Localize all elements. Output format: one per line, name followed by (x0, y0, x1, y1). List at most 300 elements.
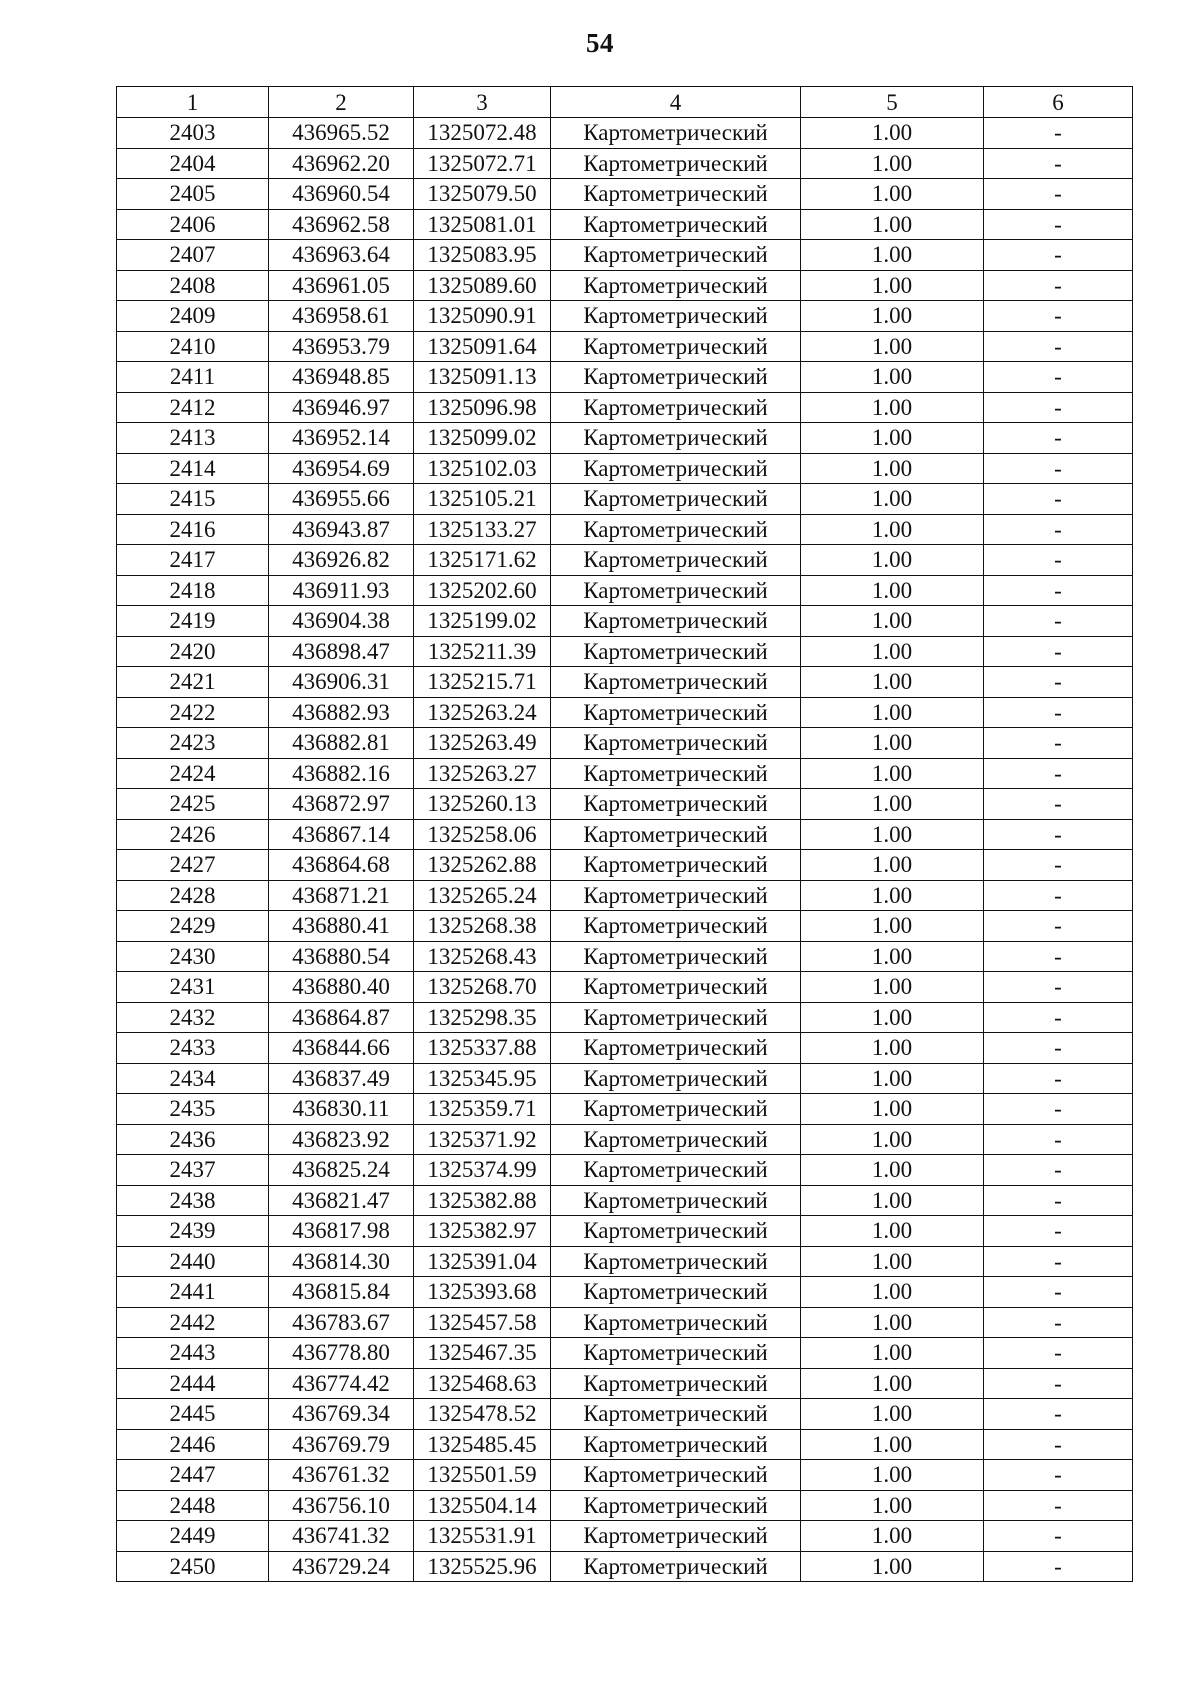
y-coordinate-cell: 1325202.60 (414, 575, 551, 606)
description-cell: - (984, 819, 1133, 850)
table-row (117, 880, 1133, 911)
table-row (117, 1002, 1133, 1033)
method-cell: Картометрический (551, 301, 801, 332)
y-coordinate-cell: 1325072.71 (414, 148, 551, 179)
method-cell: Картометрический (551, 1368, 801, 1399)
table-row (117, 667, 1133, 698)
description-cell: - (984, 636, 1133, 667)
accuracy-cell: 1.00 (801, 1155, 984, 1186)
y-coordinate-cell: 1325531.91 (414, 1521, 551, 1552)
accuracy-cell: 1.00 (801, 179, 984, 210)
x-coordinate-cell: 436769.34 (269, 1399, 414, 1430)
table-row (117, 1094, 1133, 1125)
point-number-cell: 2420 (117, 636, 269, 667)
y-coordinate-cell: 1325263.24 (414, 697, 551, 728)
x-coordinate-cell: 436872.97 (269, 789, 414, 820)
y-coordinate-cell: 1325263.27 (414, 758, 551, 789)
column-header-6: 6 (984, 87, 1133, 118)
description-cell: - (984, 1002, 1133, 1033)
point-number-cell: 2447 (117, 1460, 269, 1491)
accuracy-cell: 1.00 (801, 1521, 984, 1552)
method-cell: Картометрический (551, 1521, 801, 1552)
point-number-cell: 2423 (117, 728, 269, 759)
point-number-cell: 2439 (117, 1216, 269, 1247)
method-cell: Картометрический (551, 1155, 801, 1186)
x-coordinate-cell: 436898.47 (269, 636, 414, 667)
accuracy-cell: 1.00 (801, 575, 984, 606)
table-row (117, 1033, 1133, 1064)
accuracy-cell: 1.00 (801, 1399, 984, 1430)
y-coordinate-cell: 1325262.88 (414, 850, 551, 881)
table-row (117, 545, 1133, 576)
accuracy-cell: 1.00 (801, 453, 984, 484)
x-coordinate-cell: 436962.20 (269, 148, 414, 179)
table-row (117, 240, 1133, 271)
point-number-cell: 2434 (117, 1063, 269, 1094)
method-cell: Картометрический (551, 606, 801, 637)
x-coordinate-cell: 436761.32 (269, 1460, 414, 1491)
x-coordinate-cell: 436962.58 (269, 209, 414, 240)
table-row (117, 941, 1133, 972)
point-number-cell: 2421 (117, 667, 269, 698)
accuracy-cell: 1.00 (801, 819, 984, 850)
description-cell: - (984, 1307, 1133, 1338)
method-cell: Картометрический (551, 240, 801, 271)
point-number-cell: 2445 (117, 1399, 269, 1430)
x-coordinate-cell: 436823.92 (269, 1124, 414, 1155)
table-row (117, 453, 1133, 484)
description-cell: - (984, 301, 1133, 332)
description-cell: - (984, 1155, 1133, 1186)
point-number-cell: 2404 (117, 148, 269, 179)
y-coordinate-cell: 1325371.92 (414, 1124, 551, 1155)
point-number-cell: 2422 (117, 697, 269, 728)
description-cell: - (984, 575, 1133, 606)
x-coordinate-cell: 436965.52 (269, 118, 414, 149)
accuracy-cell: 1.00 (801, 423, 984, 454)
method-cell: Картометрический (551, 758, 801, 789)
description-cell: - (984, 850, 1133, 881)
description-cell: - (984, 606, 1133, 637)
table-row (117, 1429, 1133, 1460)
y-coordinate-cell: 1325345.95 (414, 1063, 551, 1094)
x-coordinate-cell: 436880.40 (269, 972, 414, 1003)
accuracy-cell: 1.00 (801, 880, 984, 911)
page-number: 54 (586, 28, 614, 58)
method-cell: Картометрический (551, 789, 801, 820)
description-cell: - (984, 758, 1133, 789)
method-cell: Картометрический (551, 209, 801, 240)
point-number-cell: 2448 (117, 1490, 269, 1521)
y-coordinate-cell: 1325096.98 (414, 392, 551, 423)
description-cell: - (984, 1521, 1133, 1552)
point-number-cell: 2436 (117, 1124, 269, 1155)
x-coordinate-cell: 436830.11 (269, 1094, 414, 1125)
accuracy-cell: 1.00 (801, 1368, 984, 1399)
description-cell: - (984, 1429, 1133, 1460)
y-coordinate-cell: 1325133.27 (414, 514, 551, 545)
x-coordinate-cell: 436911.93 (269, 575, 414, 606)
method-cell: Картометрический (551, 819, 801, 850)
table-row (117, 423, 1133, 454)
accuracy-cell: 1.00 (801, 636, 984, 667)
method-cell: Картометрический (551, 1033, 801, 1064)
description-cell: - (984, 1185, 1133, 1216)
accuracy-cell: 1.00 (801, 1307, 984, 1338)
method-cell: Картометрический (551, 1246, 801, 1277)
table-row (117, 972, 1133, 1003)
point-number-cell: 2411 (117, 362, 269, 393)
accuracy-cell: 1.00 (801, 1277, 984, 1308)
x-coordinate-cell: 436817.98 (269, 1216, 414, 1247)
description-cell: - (984, 972, 1133, 1003)
description-cell: - (984, 362, 1133, 393)
table-row (117, 1368, 1133, 1399)
method-cell: Картометрический (551, 1399, 801, 1430)
description-cell: - (984, 789, 1133, 820)
x-coordinate-cell: 436778.80 (269, 1338, 414, 1369)
y-coordinate-cell: 1325504.14 (414, 1490, 551, 1521)
method-cell: Картометрический (551, 392, 801, 423)
point-number-cell: 2443 (117, 1338, 269, 1369)
description-cell: - (984, 423, 1133, 454)
y-coordinate-cell: 1325083.95 (414, 240, 551, 271)
column-header-4: 4 (551, 87, 801, 118)
method-cell: Картометрический (551, 179, 801, 210)
accuracy-cell: 1.00 (801, 1246, 984, 1277)
x-coordinate-cell: 436880.41 (269, 911, 414, 942)
table-row (117, 1246, 1133, 1277)
description-cell: - (984, 240, 1133, 271)
description-cell: - (984, 1094, 1133, 1125)
y-coordinate-cell: 1325099.02 (414, 423, 551, 454)
accuracy-cell: 1.00 (801, 941, 984, 972)
y-coordinate-cell: 1325211.39 (414, 636, 551, 667)
description-cell: - (984, 1460, 1133, 1491)
point-number-cell: 2407 (117, 240, 269, 271)
table-row (117, 758, 1133, 789)
point-number-cell: 2441 (117, 1277, 269, 1308)
x-coordinate-cell: 436864.87 (269, 1002, 414, 1033)
accuracy-cell: 1.00 (801, 1490, 984, 1521)
table-row (117, 392, 1133, 423)
description-cell: - (984, 514, 1133, 545)
y-coordinate-cell: 1325089.60 (414, 270, 551, 301)
column-header-5: 5 (801, 87, 984, 118)
description-cell: - (984, 1124, 1133, 1155)
y-coordinate-cell: 1325260.13 (414, 789, 551, 820)
x-coordinate-cell: 436774.42 (269, 1368, 414, 1399)
point-number-cell: 2431 (117, 972, 269, 1003)
y-coordinate-cell: 1325258.06 (414, 819, 551, 850)
table-row (117, 1216, 1133, 1247)
x-coordinate-cell: 436837.49 (269, 1063, 414, 1094)
description-cell: - (984, 941, 1133, 972)
x-coordinate-cell: 436961.05 (269, 270, 414, 301)
accuracy-cell: 1.00 (801, 850, 984, 881)
description-cell: - (984, 545, 1133, 576)
table-row (117, 118, 1133, 149)
x-coordinate-cell: 436844.66 (269, 1033, 414, 1064)
accuracy-cell: 1.00 (801, 148, 984, 179)
table-row (117, 1155, 1133, 1186)
point-number-cell: 2425 (117, 789, 269, 820)
description-cell: - (984, 1246, 1133, 1277)
table-row (117, 1277, 1133, 1308)
accuracy-cell: 1.00 (801, 1338, 984, 1369)
table-row (117, 819, 1133, 850)
description-cell: - (984, 1277, 1133, 1308)
point-number-cell: 2427 (117, 850, 269, 881)
point-number-cell: 2418 (117, 575, 269, 606)
description-cell: - (984, 1216, 1133, 1247)
x-coordinate-cell: 436954.69 (269, 453, 414, 484)
point-number-cell: 2405 (117, 179, 269, 210)
method-cell: Картометрический (551, 1277, 801, 1308)
x-coordinate-cell: 436880.54 (269, 941, 414, 972)
method-cell: Картометрический (551, 1094, 801, 1125)
table-row (117, 697, 1133, 728)
accuracy-cell: 1.00 (801, 1429, 984, 1460)
method-cell: Картометрический (551, 423, 801, 454)
y-coordinate-cell: 1325091.13 (414, 362, 551, 393)
method-cell: Картометрический (551, 1338, 801, 1369)
method-cell: Картометрический (551, 514, 801, 545)
method-cell: Картометрический (551, 941, 801, 972)
method-cell: Картометрический (551, 1002, 801, 1033)
table-row (117, 1338, 1133, 1369)
table-row (117, 1399, 1133, 1430)
point-number-cell: 2414 (117, 453, 269, 484)
table-row (117, 1307, 1133, 1338)
point-number-cell: 2413 (117, 423, 269, 454)
x-coordinate-cell: 436963.64 (269, 240, 414, 271)
accuracy-cell: 1.00 (801, 1551, 984, 1582)
table-row (117, 270, 1133, 301)
description-cell: - (984, 484, 1133, 515)
accuracy-cell: 1.00 (801, 301, 984, 332)
method-cell: Картометрический (551, 1429, 801, 1460)
column-header-3: 3 (414, 87, 551, 118)
description-cell: - (984, 880, 1133, 911)
y-coordinate-cell: 1325298.35 (414, 1002, 551, 1033)
table-row (117, 331, 1133, 362)
description-cell: - (984, 1490, 1133, 1521)
method-cell: Картометрический (551, 545, 801, 576)
method-cell: Картометрический (551, 728, 801, 759)
y-coordinate-cell: 1325079.50 (414, 179, 551, 210)
description-cell: - (984, 392, 1133, 423)
method-cell: Картометрический (551, 697, 801, 728)
accuracy-cell: 1.00 (801, 667, 984, 698)
y-coordinate-cell: 1325171.62 (414, 545, 551, 576)
y-coordinate-cell: 1325468.63 (414, 1368, 551, 1399)
description-cell: - (984, 453, 1133, 484)
y-coordinate-cell: 1325105.21 (414, 484, 551, 515)
point-number-cell: 2449 (117, 1521, 269, 1552)
x-coordinate-cell: 436882.81 (269, 728, 414, 759)
table-row (117, 179, 1133, 210)
y-coordinate-cell: 1325485.45 (414, 1429, 551, 1460)
coordinates-table (116, 86, 1133, 1582)
x-coordinate-cell: 436906.31 (269, 667, 414, 698)
x-coordinate-cell: 436904.38 (269, 606, 414, 637)
table-row (117, 1063, 1133, 1094)
table-row (117, 209, 1133, 240)
description-cell: - (984, 331, 1133, 362)
y-coordinate-cell: 1325268.38 (414, 911, 551, 942)
x-coordinate-cell: 436825.24 (269, 1155, 414, 1186)
description-cell: - (984, 911, 1133, 942)
method-cell: Картометрический (551, 1124, 801, 1155)
x-coordinate-cell: 436953.79 (269, 331, 414, 362)
accuracy-cell: 1.00 (801, 484, 984, 515)
description-cell: - (984, 1551, 1133, 1582)
y-coordinate-cell: 1325457.58 (414, 1307, 551, 1338)
x-coordinate-cell: 436946.97 (269, 392, 414, 423)
x-coordinate-cell: 436882.16 (269, 758, 414, 789)
point-number-cell: 2438 (117, 1185, 269, 1216)
description-cell: - (984, 1399, 1133, 1430)
x-coordinate-cell: 436871.21 (269, 880, 414, 911)
accuracy-cell: 1.00 (801, 789, 984, 820)
y-coordinate-cell: 1325374.99 (414, 1155, 551, 1186)
y-coordinate-cell: 1325382.97 (414, 1216, 551, 1247)
y-coordinate-cell: 1325072.48 (414, 118, 551, 149)
y-coordinate-cell: 1325215.71 (414, 667, 551, 698)
table-row (117, 1460, 1133, 1491)
column-header-1: 1 (117, 87, 269, 118)
method-cell: Картометрический (551, 1460, 801, 1491)
x-coordinate-cell: 436741.32 (269, 1521, 414, 1552)
point-number-cell: 2450 (117, 1551, 269, 1582)
description-cell: - (984, 667, 1133, 698)
column-header-2: 2 (269, 87, 414, 118)
description-cell: - (984, 1368, 1133, 1399)
accuracy-cell: 1.00 (801, 240, 984, 271)
accuracy-cell: 1.00 (801, 392, 984, 423)
x-coordinate-cell: 436769.79 (269, 1429, 414, 1460)
x-coordinate-cell: 436867.14 (269, 819, 414, 850)
accuracy-cell: 1.00 (801, 1002, 984, 1033)
point-number-cell: 2403 (117, 118, 269, 149)
x-coordinate-cell: 436943.87 (269, 514, 414, 545)
method-cell: Картометрический (551, 667, 801, 698)
y-coordinate-cell: 1325199.02 (414, 606, 551, 637)
table-row (117, 1490, 1133, 1521)
point-number-cell: 2430 (117, 941, 269, 972)
accuracy-cell: 1.00 (801, 606, 984, 637)
y-coordinate-cell: 1325391.04 (414, 1246, 551, 1277)
table-header-row (117, 87, 1133, 118)
y-coordinate-cell: 1325525.96 (414, 1551, 551, 1582)
table-row (117, 1521, 1133, 1552)
point-number-cell: 2440 (117, 1246, 269, 1277)
method-cell: Картометрический (551, 1063, 801, 1094)
accuracy-cell: 1.00 (801, 1124, 984, 1155)
description-cell: - (984, 148, 1133, 179)
x-coordinate-cell: 436955.66 (269, 484, 414, 515)
x-coordinate-cell: 436882.93 (269, 697, 414, 728)
table-row (117, 911, 1133, 942)
x-coordinate-cell: 436864.68 (269, 850, 414, 881)
accuracy-cell: 1.00 (801, 270, 984, 301)
table-row (117, 1551, 1133, 1582)
point-number-cell: 2410 (117, 331, 269, 362)
method-cell: Картометрический (551, 1551, 801, 1582)
point-number-cell: 2417 (117, 545, 269, 576)
method-cell: Картометрический (551, 148, 801, 179)
y-coordinate-cell: 1325337.88 (414, 1033, 551, 1064)
table-row (117, 789, 1133, 820)
x-coordinate-cell: 436926.82 (269, 545, 414, 576)
accuracy-cell: 1.00 (801, 1460, 984, 1491)
description-cell: - (984, 728, 1133, 759)
point-number-cell: 2442 (117, 1307, 269, 1338)
description-cell: - (984, 179, 1133, 210)
table-row (117, 301, 1133, 332)
description-cell: - (984, 1063, 1133, 1094)
point-number-cell: 2428 (117, 880, 269, 911)
y-coordinate-cell: 1325090.91 (414, 301, 551, 332)
point-number-cell: 2432 (117, 1002, 269, 1033)
x-coordinate-cell: 436821.47 (269, 1185, 414, 1216)
y-coordinate-cell: 1325501.59 (414, 1460, 551, 1491)
y-coordinate-cell: 1325268.43 (414, 941, 551, 972)
point-number-cell: 2433 (117, 1033, 269, 1064)
accuracy-cell: 1.00 (801, 1216, 984, 1247)
x-coordinate-cell: 436815.84 (269, 1277, 414, 1308)
y-coordinate-cell: 1325081.01 (414, 209, 551, 240)
point-number-cell: 2415 (117, 484, 269, 515)
point-number-cell: 2446 (117, 1429, 269, 1460)
accuracy-cell: 1.00 (801, 728, 984, 759)
point-number-cell: 2444 (117, 1368, 269, 1399)
method-cell: Картометрический (551, 636, 801, 667)
description-cell: - (984, 697, 1133, 728)
table-row (117, 606, 1133, 637)
table-row (117, 728, 1133, 759)
x-coordinate-cell: 436756.10 (269, 1490, 414, 1521)
table-row (117, 362, 1133, 393)
table-row (117, 1185, 1133, 1216)
accuracy-cell: 1.00 (801, 972, 984, 1003)
x-coordinate-cell: 436960.54 (269, 179, 414, 210)
x-coordinate-cell: 436729.24 (269, 1551, 414, 1582)
y-coordinate-cell: 1325091.64 (414, 331, 551, 362)
table-body (117, 118, 1133, 1582)
x-coordinate-cell: 436783.67 (269, 1307, 414, 1338)
method-cell: Картометрический (551, 1216, 801, 1247)
method-cell: Картометрический (551, 362, 801, 393)
point-number-cell: 2409 (117, 301, 269, 332)
description-cell: - (984, 209, 1133, 240)
table-row (117, 636, 1133, 667)
description-cell: - (984, 118, 1133, 149)
method-cell: Картометрический (551, 850, 801, 881)
y-coordinate-cell: 1325478.52 (414, 1399, 551, 1430)
table-row (117, 484, 1133, 515)
y-coordinate-cell: 1325263.49 (414, 728, 551, 759)
y-coordinate-cell: 1325467.35 (414, 1338, 551, 1369)
method-cell: Картометрический (551, 880, 801, 911)
method-cell: Картометрический (551, 453, 801, 484)
accuracy-cell: 1.00 (801, 118, 984, 149)
table-row (117, 148, 1133, 179)
point-number-cell: 2437 (117, 1155, 269, 1186)
accuracy-cell: 1.00 (801, 209, 984, 240)
accuracy-cell: 1.00 (801, 758, 984, 789)
